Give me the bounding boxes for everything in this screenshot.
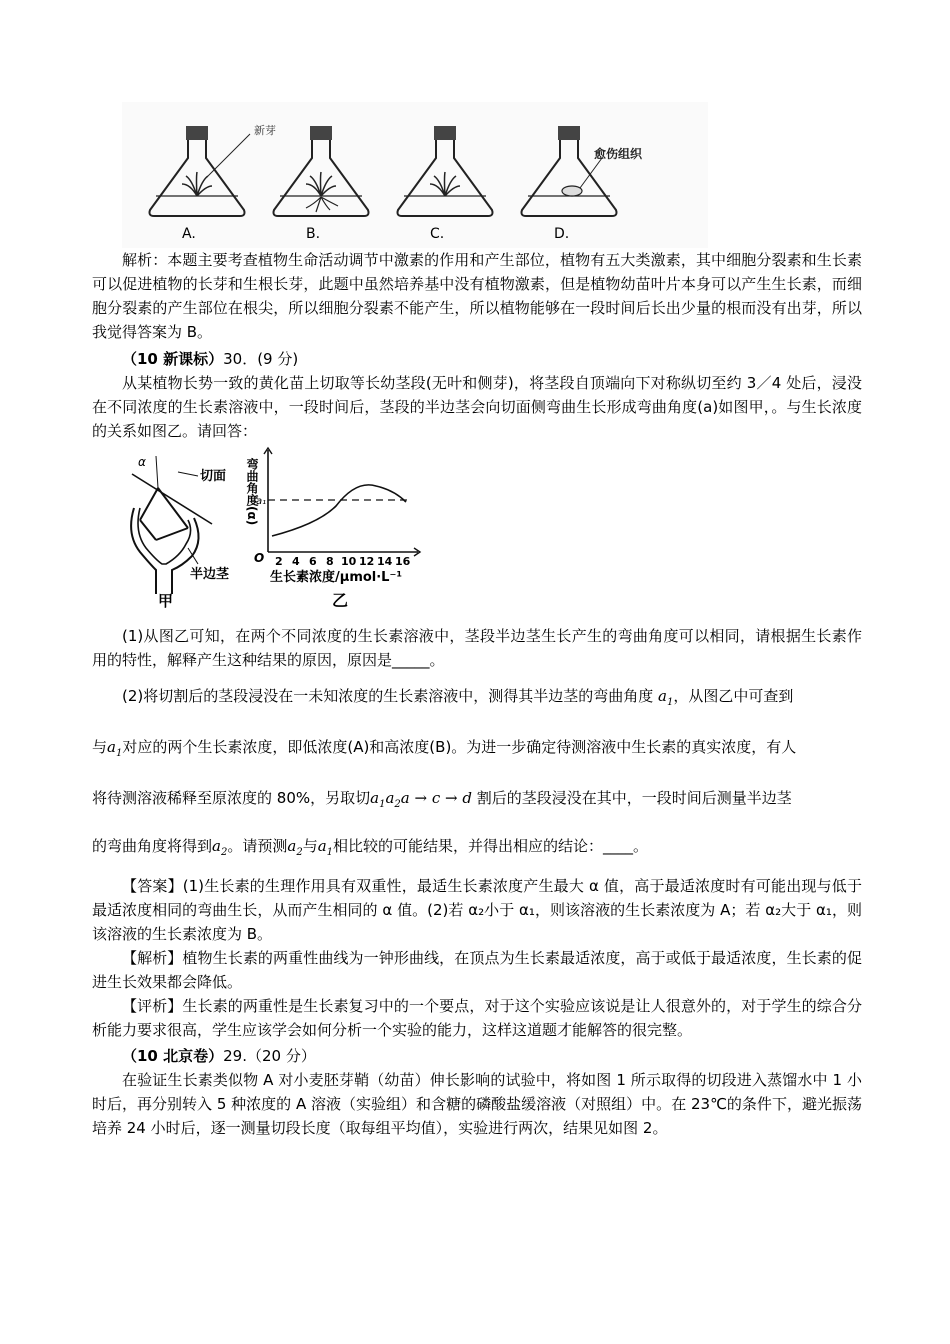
q30-q2-line1 xyxy=(92,684,862,715)
math-a1: $a_1$ xyxy=(107,738,123,759)
flask-annotation-bud: 新芽 xyxy=(254,124,276,137)
yi-xtick: 16 xyxy=(395,555,411,568)
flask-label-a: A. xyxy=(182,226,196,242)
q30-comment: 【评析】生长素的两重性是生长素复习中的一个要点，对于这个实验应该说是让人很意外的，对于学生的综合分析能力要求很高，学生应该学会如何分析一个实验的能力，这样这道题才能解答的很完整。 xyxy=(92,997,862,1039)
jia-cut-label: 切面 xyxy=(200,469,227,484)
yi-ylabel: 弯曲角度(α) xyxy=(245,458,259,526)
q2-line4-end: 相比较的可能结果，并得出相应的结论：____。 xyxy=(333,837,649,855)
yi-xtick: 12 xyxy=(359,555,375,568)
q2-line3-start: 将待测溶液稀释至原浓度的 80%，另取切 xyxy=(92,789,371,807)
q30-header xyxy=(92,347,862,371)
q2-line2-text: 对应的两个生长素浓度，即低浓度(A)和高浓度(B)。为进一步确定待测溶液中生长素的真实浓度，有人 xyxy=(122,738,797,756)
yi-xtick: 8 xyxy=(326,555,334,568)
yi-origin: O xyxy=(254,551,265,565)
yi-xtick: 4 xyxy=(292,555,300,568)
flask-figure xyxy=(120,100,710,250)
q29-stem: 在验证生长素类似物 A 对小麦胚芽鞘（幼苗）伸长影响的试验中，将如图 1 所示取得的切段进入蒸馏水中 1 小时后，再分别转入 5 种浓度的 A 溶液（实验组）和含糖的磷酸盐缓溶液（对照组）中。在 23℃的条件下，避光振荡培养 24 小时后，逐一测量切段长度（取每组平均值），实验进行两次，结果见如图 2。 xyxy=(92,1071,862,1137)
yi-xtick: 10 xyxy=(341,555,357,568)
q30-q2-line2 xyxy=(92,735,862,766)
yi-xtick: 2 xyxy=(275,555,283,568)
q2-line1-end: ，从图乙中可查到 xyxy=(673,687,794,705)
yi-a1-label: a₁ xyxy=(256,496,267,507)
flask-label-d: D. xyxy=(554,226,570,242)
q2-line1-text: (2)将切割后的茎段浸没在一未知浓度的生长素溶液中，测得其半边茎的弯曲角度 xyxy=(122,687,654,705)
q29-source: （10 北京卷） xyxy=(122,1047,224,1065)
jia-alpha: α xyxy=(138,455,146,469)
flask-label-c: C. xyxy=(430,226,445,242)
figure-jia xyxy=(118,448,238,608)
math-chain: $a_1a_2a \to c \to d$ xyxy=(370,789,472,810)
yi-xticks xyxy=(275,555,411,568)
flask-annotation-callus: 愈伤组织 xyxy=(594,147,643,161)
q30-q1: (1)从图乙可知，在两个不同浓度的生长素溶液中，茎段半边茎生长产生的弯曲角度可以相同，请根据生长素作用的特性，解释产生这种结果的原因，原因是_____。 xyxy=(92,627,862,669)
math-a1: $a_1$ xyxy=(658,687,674,708)
figure-yi xyxy=(238,444,438,610)
q2-line4-mid: 。请预测 xyxy=(227,837,288,855)
yi-caption: 乙 xyxy=(332,591,349,610)
q2-line4-start: 的弯曲角度将得到 xyxy=(92,837,213,855)
jia-half-stem-label: 半边茎 xyxy=(190,567,230,582)
q30-q2-line4 xyxy=(92,834,862,865)
q29-number: 29.（20 分） xyxy=(223,1047,316,1065)
q30-analysis: 【解析】植物生长素的两重性曲线为一钟形曲线，在顶点为生长素最适浓度，高于或低于最适浓度，生长素的促进生长效果都会降低。 xyxy=(92,949,862,991)
q2-line2-start: 与 xyxy=(92,738,108,756)
analysis-1: 解析：本题主要考查植物生命活动调节中激素的作用和产生部位，植物有五大类激素，其中细胞分裂素和生长素可以促进植物的长芽和生根长芽，此题中虽然培养基中没有植物激素，但是植物幼苗叶片本身可以产生生长素，而细胞分裂素的产生部位在根尖，所以细胞分裂素不能产生，所以植物能够在一段时间后长出少量的根而没有出芽，所以我觉得答案为 B。 xyxy=(92,251,862,341)
jia-caption: 甲 xyxy=(158,592,174,608)
yi-xtick: 14 xyxy=(377,555,393,568)
yi-xtick: 6 xyxy=(309,555,317,568)
q30-q2-line3 xyxy=(92,786,862,817)
math-a1: $a_1$ xyxy=(317,837,334,858)
math-a2: $a_2$ xyxy=(212,837,228,858)
q2-line4-mid2: 与 xyxy=(302,837,318,855)
q2-line3-end: 割后的茎段浸没在其中，一段时间后测量半边茎 xyxy=(476,789,792,807)
math-a2: $a_2$ xyxy=(287,837,303,858)
q30-number: 30．(9 分) xyxy=(223,350,299,368)
q30-stem: 从某植物长势一致的黄化苗上切取等长幼茎段(无叶和侧芽)，将茎段自顶端向下对称纵切至约 3／4 处后，浸没在不同浓度的生长素溶液中，一段时间后，茎段的半边茎会向切面侧弯曲生长形成弯曲角度(a)如图甲，。与生长浓度的关系如图乙。请回答： xyxy=(92,374,862,440)
yi-xlabel: 生长素浓度/μmol·L⁻¹ xyxy=(270,570,403,585)
q30-source: （10 新课标） xyxy=(122,350,224,368)
flask-label-b: B. xyxy=(306,226,321,242)
q30-answer: 【答案】(1)生长素的生理作用具有双重性，最适生长素浓度产生最大 α 值，高于最适浓度时有可能出现与低于最适浓度相同的弯曲生长，从而产生相同的 α 值。(2)若 α₂小于 α₁，则该溶液的生长素浓度为 A；若 α₂大于 α₁，则该溶液的生长素浓度为 B。 xyxy=(92,877,862,943)
q29-header xyxy=(92,1044,862,1068)
